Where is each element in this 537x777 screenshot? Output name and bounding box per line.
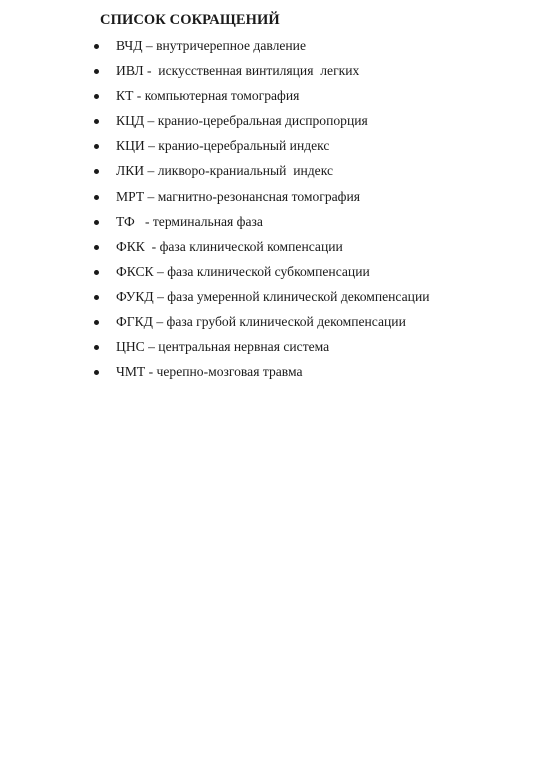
bullet-icon bbox=[94, 144, 99, 149]
bullet-icon bbox=[94, 220, 99, 225]
abbreviation-text: ФГКД – фаза грубой клинической декомпенсации bbox=[116, 314, 406, 330]
list-item bbox=[0, 312, 406, 337]
list-item bbox=[0, 237, 343, 262]
abbreviation-text: ФКСК – фаза клинической субкомпенсации bbox=[116, 263, 370, 279]
list-item bbox=[0, 61, 360, 86]
list-item bbox=[0, 187, 361, 212]
bullet-icon bbox=[94, 195, 99, 200]
list-item bbox=[0, 262, 370, 287]
abbreviation-text: КТ - компьютерная томография bbox=[116, 88, 300, 104]
abbreviation-text: КЦД – кранио-церебральная диспропорция bbox=[116, 113, 368, 129]
bullet-icon bbox=[94, 295, 99, 300]
list-item bbox=[0, 287, 430, 312]
abbreviation-text: ВЧД – внутричерепное давление bbox=[116, 38, 306, 53]
abbreviation-text: МРТ – магнитно-резонансная томография bbox=[116, 188, 361, 204]
bullet-icon bbox=[94, 245, 99, 250]
abbreviation-text: ЛКИ – ликворо-краниальный индекс bbox=[116, 163, 334, 179]
bullet-icon bbox=[94, 345, 99, 350]
abbreviation-text: ЧМТ - черепно-мозговая травма bbox=[116, 364, 303, 380]
bullet-icon bbox=[94, 44, 99, 49]
bullet-icon bbox=[94, 270, 99, 275]
abbreviation-text: ИВЛ - искусственная винтиляция легких bbox=[116, 63, 360, 79]
bullet-icon bbox=[94, 94, 99, 99]
list-item bbox=[0, 111, 368, 136]
abbreviation-text: ФУКД – фаза умеренной клинической декомпенсации bbox=[116, 288, 430, 304]
list-item bbox=[0, 136, 330, 161]
list-item bbox=[0, 36, 306, 61]
list-item bbox=[0, 161, 334, 186]
page-title: СПИСОК СОКРАЩЕНИЙ bbox=[100, 12, 280, 28]
bullet-icon bbox=[94, 169, 99, 174]
list-item bbox=[0, 86, 300, 111]
abbreviation-text: ТФ - терминальная фаза bbox=[116, 213, 263, 229]
bullet-icon bbox=[94, 69, 99, 74]
bullet-icon bbox=[94, 119, 99, 124]
abbreviation-list bbox=[0, 36, 430, 387]
abbreviation-text: ЦНС – центральная нервная система bbox=[116, 339, 330, 355]
abbreviation-text: КЦИ – кранио-церебральный индекс bbox=[116, 138, 330, 154]
bullet-icon bbox=[94, 320, 99, 325]
list-item bbox=[0, 212, 263, 237]
list-item bbox=[0, 337, 330, 362]
list-item bbox=[0, 362, 303, 387]
abbreviation-text: ФКК - фаза клинической компенсации bbox=[116, 238, 343, 254]
bullet-icon bbox=[94, 370, 99, 375]
